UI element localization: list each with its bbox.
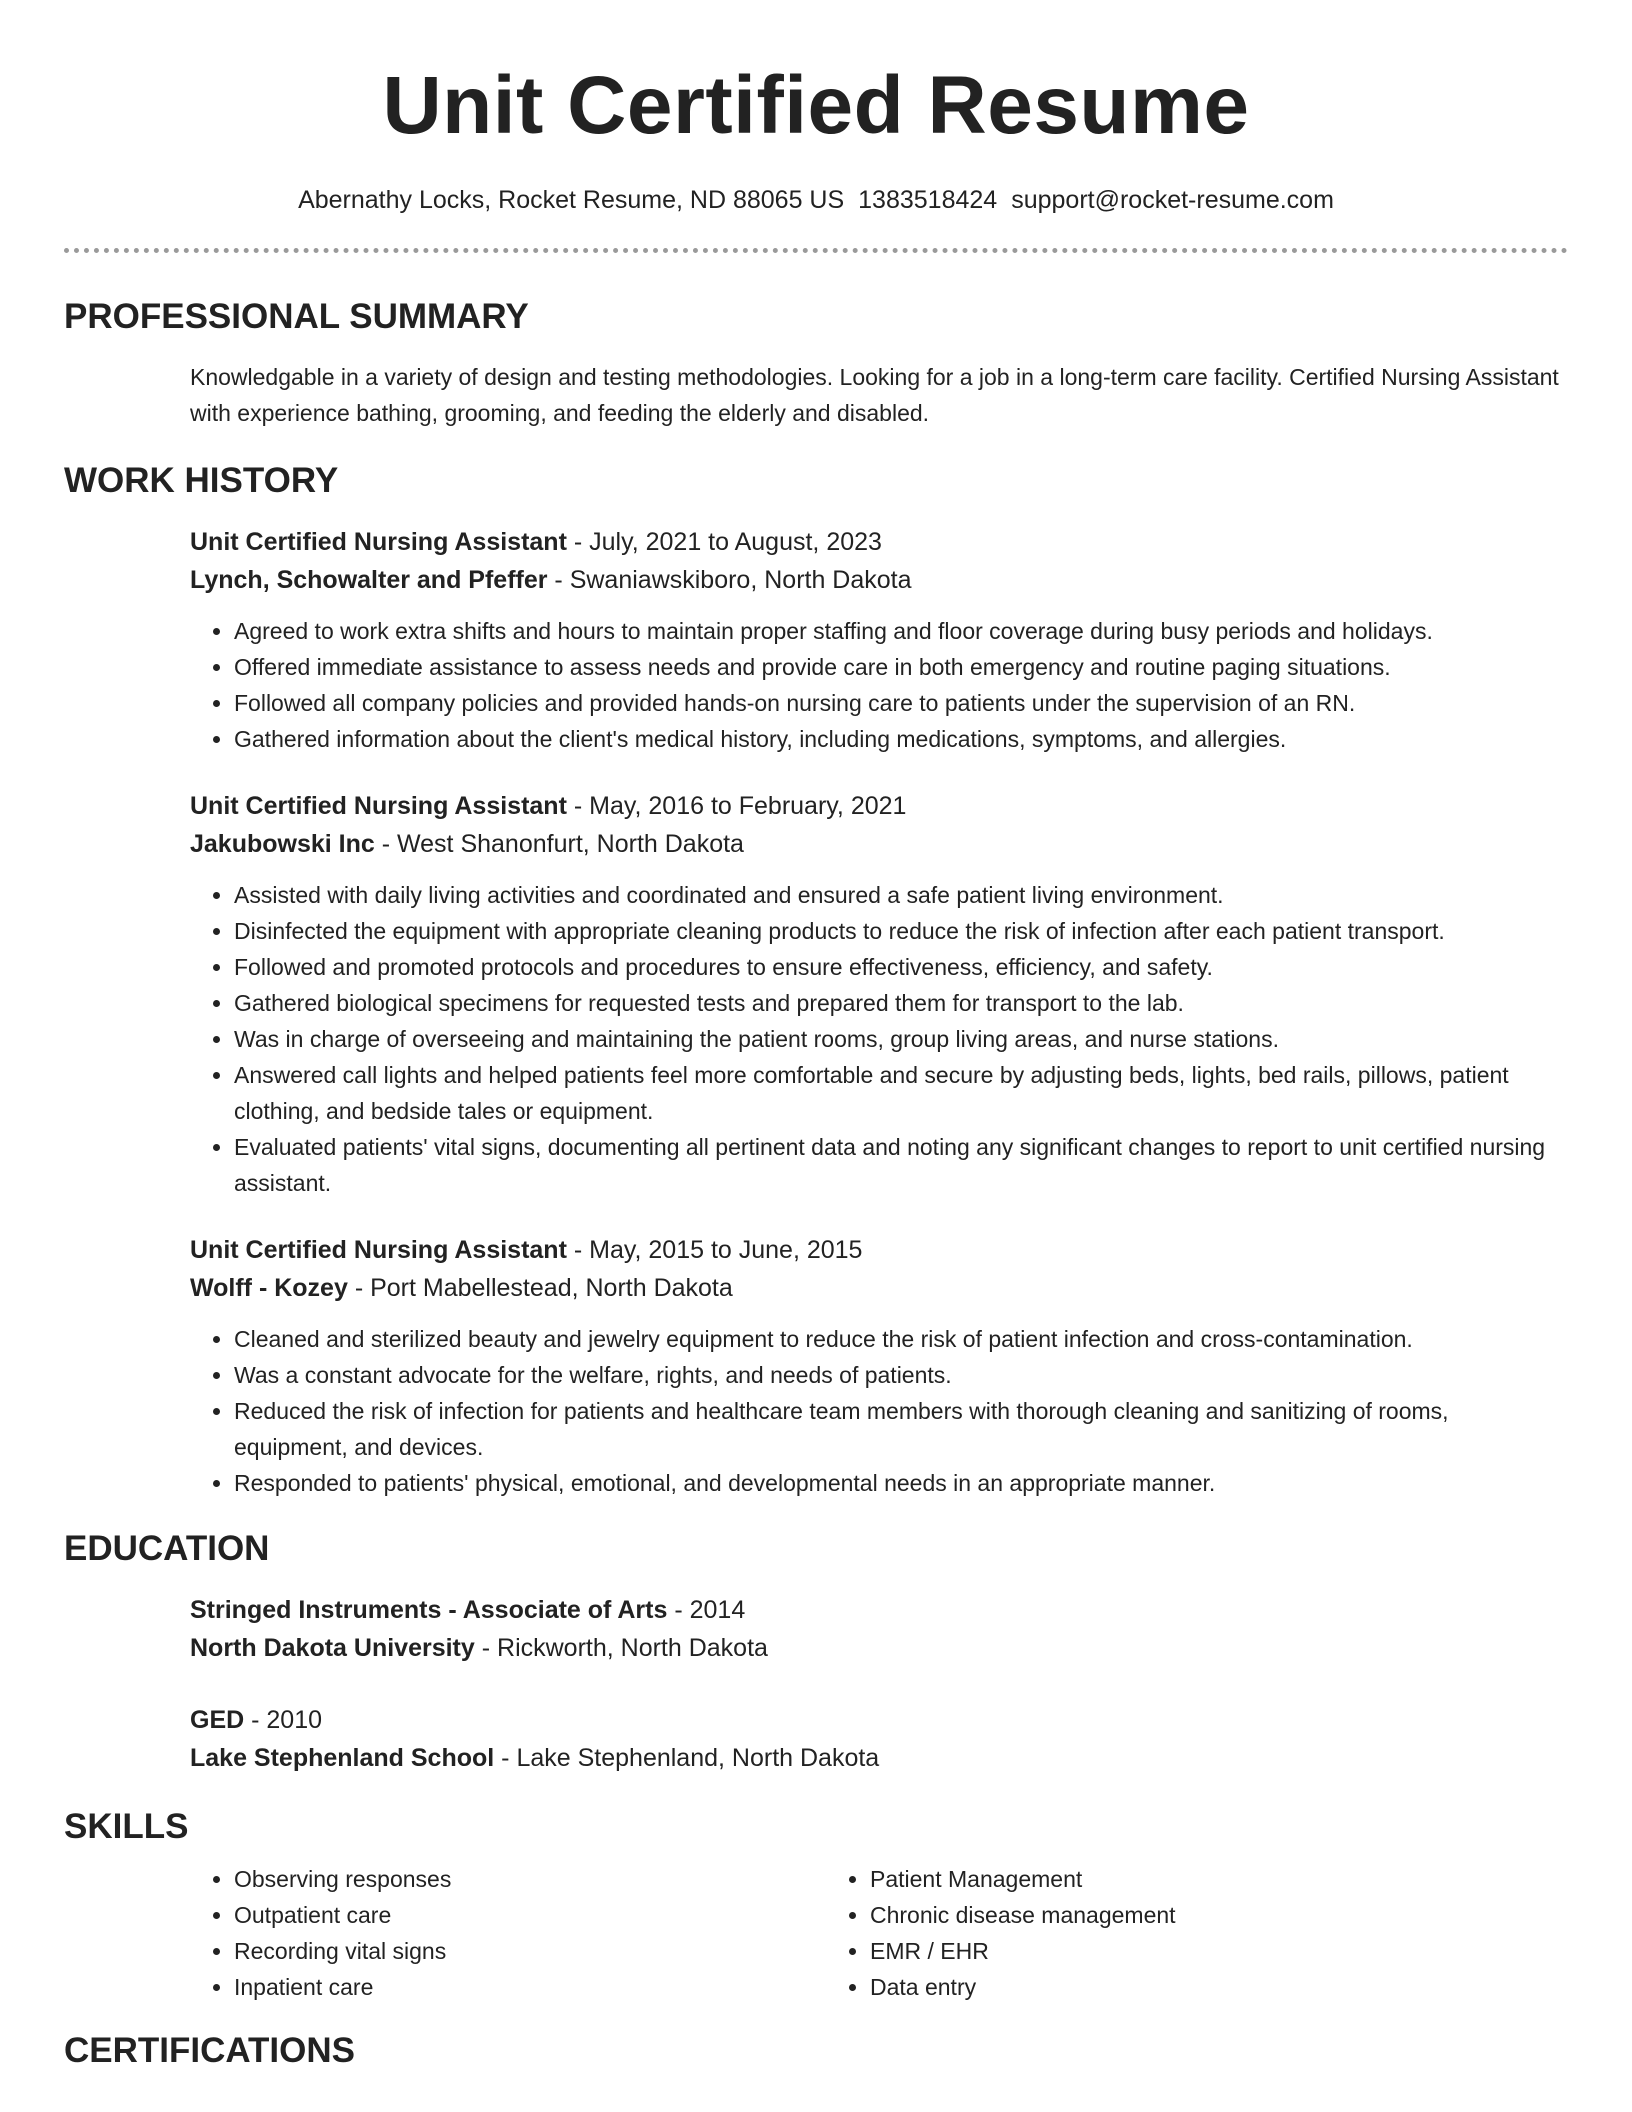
- education-entry: [190, 1591, 1568, 1667]
- resume-page: [64, 0, 1568, 2073]
- certifications-heading: CERTIFICATIONS: [64, 2031, 356, 2070]
- job-company-line: [190, 1269, 1568, 1307]
- job-company: Wolff - Kozey: [190, 1274, 348, 1302]
- skill-item: • Data entry: [870, 1969, 1462, 2005]
- contact-line: [64, 184, 1568, 216]
- skills-heading: SKILLS: [64, 1807, 189, 1846]
- duty-item: • Cleaned and sterilized beauty and jewelry equipment to reduce the risk of patient infection and cross-contamination.: [234, 1321, 1568, 1357]
- skills-column-right: [826, 1861, 1462, 2005]
- job-company-line: [190, 561, 1568, 599]
- school-location: - Lake Stephenland, North Dakota: [494, 1744, 880, 1772]
- skill-item: • Observing responses: [234, 1861, 826, 1897]
- duty-item: • Evaluated patients' vital signs, documenting all pertinent data and noting any significant changes to report to unit certified nursing assistant.: [234, 1129, 1568, 1201]
- work-history-heading: WORK HISTORY: [64, 461, 339, 500]
- resume-title: Unit Certified Resume: [382, 60, 1250, 151]
- degree-line: [190, 1591, 1568, 1629]
- job-duties: [190, 1321, 1568, 1501]
- duty-item: • Was a constant advocate for the welfare, rights, and needs of patients.: [234, 1357, 1568, 1393]
- skill-item: • Inpatient care: [234, 1969, 826, 2005]
- skill-item: • Recording vital signs: [234, 1933, 826, 1969]
- duty-item: • Reduced the risk of infection for patients and healthcare team members with thorough cleaning and sanitizing of rooms, equipment, and devices.: [234, 1393, 1568, 1465]
- summary-text: Knowledgable in a variety of design and testing methodologies. Looking for a job in a long-term care facility. Certified Nursing Assistant with experience bathing, grooming, and feeding the elderly and disabled.: [190, 364, 1559, 426]
- job-company: Lynch, Schowalter and Pfeffer: [190, 566, 548, 594]
- job-dates: - May, 2015 to June, 2015: [566, 1236, 863, 1264]
- duty-item: • Answered call lights and helped patients feel more comfortable and secure by adjusting beds, lights, bed rails, pillows, patient clothing, and bedside tales or equipment.: [234, 1057, 1568, 1129]
- job-dates: - July, 2021 to August, 2023: [566, 528, 882, 556]
- job-title: Unit Certified Nursing Assistant: [190, 792, 567, 820]
- duty-item: • Assisted with daily living activities and coordinated and ensured a safe patient living environment.: [234, 877, 1568, 913]
- job-title-line: [190, 1231, 1568, 1269]
- degree-year: - 2010: [244, 1706, 323, 1734]
- job-title-line: [190, 787, 1568, 825]
- degree: GED: [190, 1706, 245, 1734]
- degree-line: [190, 1701, 1568, 1739]
- duty-item: • Disinfected the equipment with appropriate cleaning products to reduce the risk of infection after each patient transport.: [234, 913, 1568, 949]
- duty-item: • Responded to patients' physical, emotional, and developmental needs in an appropriate manner.: [234, 1465, 1568, 1501]
- duty-item: • Agreed to work extra shifts and hours to maintain proper staffing and floor coverage during busy periods and holidays.: [234, 613, 1568, 649]
- school-line: [190, 1739, 1568, 1777]
- job-company: Jakubowski Inc: [190, 830, 375, 858]
- job-title: Unit Certified Nursing Assistant: [190, 528, 567, 556]
- duty-item: • Gathered information about the client's medical history, including medications, symptoms, and allergies.: [234, 721, 1568, 757]
- degree-year: - 2014: [667, 1596, 746, 1624]
- skill-item: • Chronic disease management: [870, 1897, 1462, 1933]
- job-dates: - May, 2016 to February, 2021: [566, 792, 907, 820]
- contact-phone: 1383518424: [858, 186, 998, 214]
- summary-heading: PROFESSIONAL SUMMARY: [64, 297, 529, 336]
- contact-address: Abernathy Locks, Rocket Resume, ND 88065 US: [298, 186, 845, 214]
- school-line: [190, 1629, 1568, 1667]
- job-title-line: [190, 523, 1568, 561]
- skill-item: • Patient Management: [870, 1861, 1462, 1897]
- degree: Stringed Instruments - Associate of Arts: [190, 1596, 668, 1624]
- job-entry: [190, 1231, 1568, 1501]
- school: North Dakota University: [190, 1634, 475, 1662]
- job-location: - West Shanonfurt, North Dakota: [374, 830, 744, 858]
- school-location: - Rickworth, North Dakota: [474, 1634, 768, 1662]
- duty-item: • Offered immediate assistance to assess needs and provide care in both emergency and routine paging situations.: [234, 649, 1568, 685]
- job-title: Unit Certified Nursing Assistant: [190, 1236, 567, 1264]
- job-entry: [190, 787, 1568, 1201]
- header-divider: [64, 248, 1568, 253]
- skill-item: • EMR / EHR: [870, 1933, 1462, 1969]
- education-entry: [190, 1701, 1568, 1777]
- job-location: - Port Mabellestead, North Dakota: [347, 1274, 733, 1302]
- skills-list: [190, 1861, 1568, 2005]
- duty-item: • Gathered biological specimens for requested tests and prepared them for transport to the lab.: [234, 985, 1568, 1021]
- job-duties: [190, 613, 1568, 757]
- duty-item: • Followed and promoted protocols and procedures to ensure effectiveness, efficiency, and safety.: [234, 949, 1568, 985]
- contact-email: support@rocket-resume.com: [1011, 186, 1334, 214]
- skills-column-left: [190, 1861, 826, 2005]
- job-company-line: [190, 825, 1568, 863]
- job-location: - Swaniawskiboro, North Dakota: [547, 566, 912, 594]
- school: Lake Stephenland School: [190, 1744, 495, 1772]
- job-entry: [190, 523, 1568, 757]
- skill-item: • Outpatient care: [234, 1897, 826, 1933]
- education-heading: EDUCATION: [64, 1529, 270, 1568]
- duty-item: • Was in charge of overseeing and maintaining the patient rooms, group living areas, and nurse stations.: [234, 1021, 1568, 1057]
- duty-item: • Followed all company policies and provided hands-on nursing care to patients under the supervision of an RN.: [234, 685, 1568, 721]
- job-duties: [190, 877, 1568, 1201]
